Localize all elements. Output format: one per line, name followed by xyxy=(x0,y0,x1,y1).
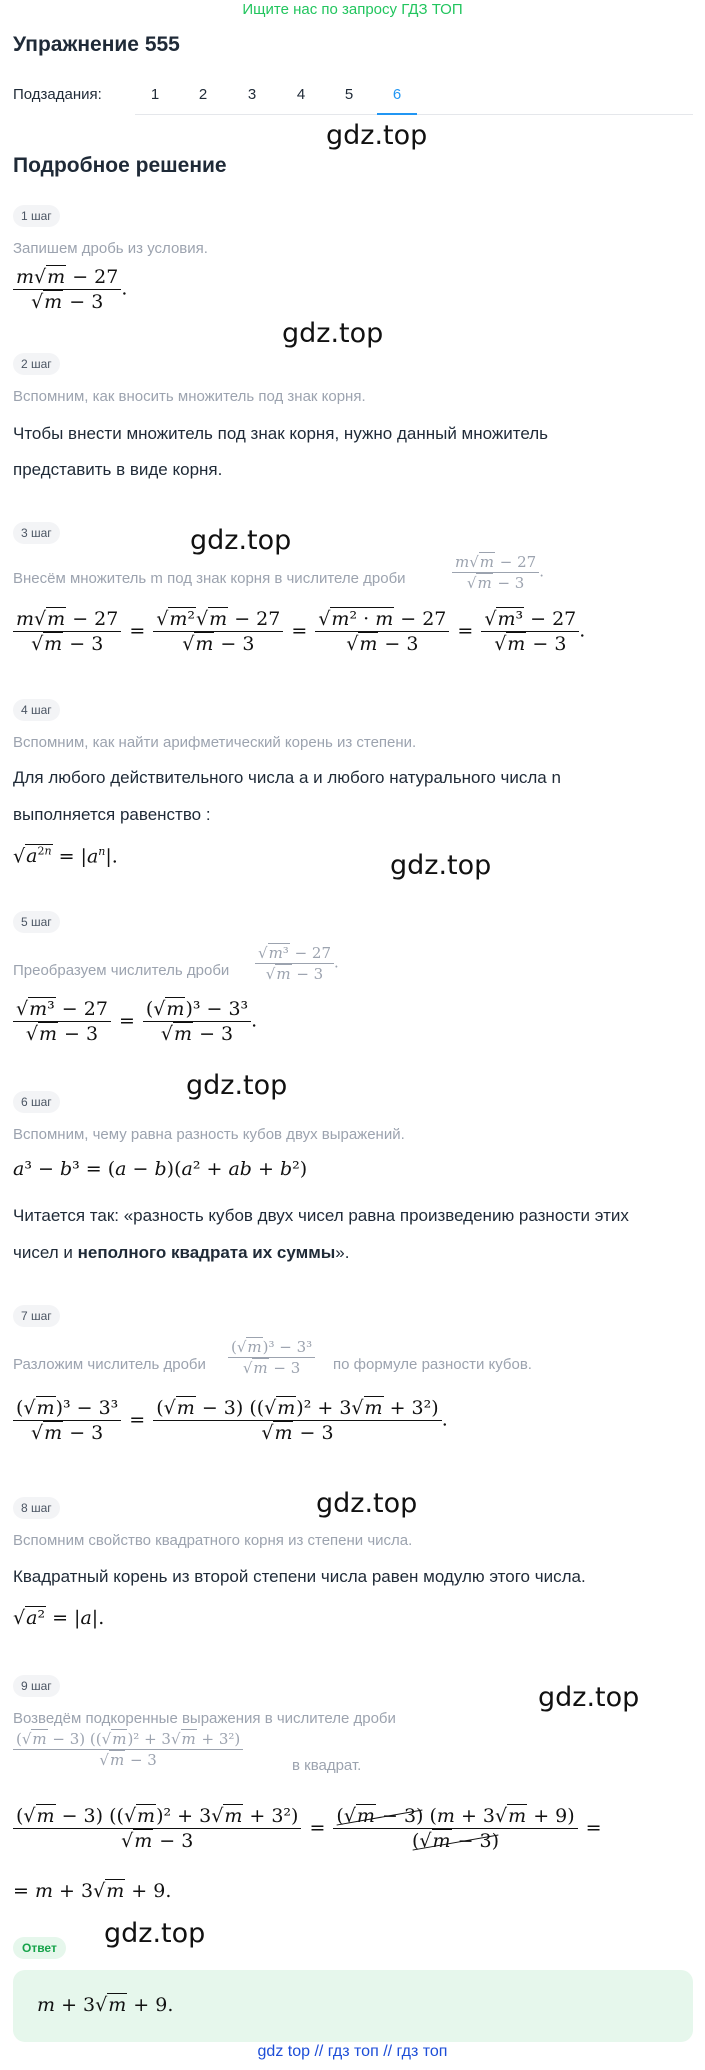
step-badge: 1 шаг xyxy=(13,205,60,227)
text-bold: неполного квадрата их суммы xyxy=(77,1243,336,1262)
step-hint: Вспомним, чему равна разность кубов двух выражений. xyxy=(13,1126,405,1143)
formula-9-result: = m + 3√m + 9. xyxy=(13,1880,172,1902)
formula-hint: $\frac{\text{(√m)³ − 3³}}{√m - 3}$ xyxy=(228,1338,315,1377)
formula-6: a³ − b³ = (a − b)(a² + ab + b²) xyxy=(13,1158,308,1180)
step-hint: по формуле разности кубов. xyxy=(333,1356,532,1373)
watermark: gdz.top xyxy=(190,525,292,556)
step-badge: 9 шаг xyxy=(13,1675,60,1697)
watermark: gdz.top xyxy=(326,120,428,151)
watermark: gdz.top xyxy=(538,1682,640,1713)
formula-7: $\frac{\text{(√m)³ − 3³}}{√m - 3}$ = $\frac{\text{(√m − 3) ((√m)² + 3√m + 3²)}}{√m - 3}$ . xyxy=(13,1397,448,1444)
answer-formula: m + 3√m + 9. xyxy=(37,1994,174,2016)
step-hint: Вспомним свойство квадратного корня из степени числа. xyxy=(13,1532,413,1549)
formula-5: $\frac{\text{√m³ − 27}}{√m - 3}$ = $\frac{\text{(√m)³ − 3³}}{√m - 3}$ . xyxy=(13,998,257,1045)
formula-1: $\frac{m√m - 27}{√m - 3}$ . xyxy=(13,266,127,313)
step-text: Квадратный корень из второй степени числа равен модулю этого числа. xyxy=(13,1567,586,1586)
tab-4[interactable]: 4 xyxy=(296,86,306,103)
step-text: Для любого действительного числа a и любого натурального числа n xyxy=(13,768,561,787)
step-hint: Преобразуем числитель дроби xyxy=(13,962,230,979)
step-hint: Возведём подкоренные выражения в числителе дроби xyxy=(13,1710,396,1727)
watermark: gdz.top xyxy=(316,1488,418,1519)
answer-badge: Ответ xyxy=(13,1937,66,1959)
formula-hint: $\frac{\text{(√m − 3) ((√m)² + 3√m + 3²)}}{√m - 3}$ xyxy=(13,1730,243,1769)
step-text xyxy=(13,1243,349,1263)
answer-box xyxy=(13,1970,693,2042)
watermark: gdz.top xyxy=(390,850,492,881)
text-part: чисел и xyxy=(13,1243,78,1262)
formula-3: $\frac{m√m - 27}{√m - 3}$ = $\frac{\text{√m²√m − 27}}{√m - 3}$ = $\frac{\text{√m² · m − 27}}{√m - 3}$ = $\frac{\text{√m³ − 27}}{√m - 3}$ . xyxy=(13,608,585,655)
section-title: Подробное решение xyxy=(13,154,227,177)
watermark: gdz.top xyxy=(104,1918,206,1949)
search-banner: Ищите нас по запросу ГДЗ ТОП xyxy=(242,1,463,18)
step-text: Читается так: «разность кубов двух чисел равна произведению разности этих xyxy=(13,1206,629,1225)
step-hint: Вспомним, как найти арифметический корень из степени. xyxy=(13,734,417,751)
tab-2[interactable]: 2 xyxy=(198,86,208,103)
step-hint: Внесём множитель m под знак корня в числителе дроби xyxy=(13,570,406,587)
step-badge: 6 шаг xyxy=(13,1091,60,1113)
tab-5[interactable]: 5 xyxy=(344,86,354,103)
formula-8: √a² = |a|. xyxy=(13,1607,105,1629)
step-text: представить в виде корня. xyxy=(13,460,223,479)
tab-6[interactable]: 6 xyxy=(377,84,417,115)
step-badge: 5 шаг xyxy=(13,911,60,933)
step-badge: 4 шаг xyxy=(13,699,60,721)
subtasks-label: Подзадания: xyxy=(13,86,102,103)
tab-1[interactable]: 1 xyxy=(150,86,160,103)
step-text: выполняется равенство : xyxy=(13,805,211,824)
page-title: Упражнение 555 xyxy=(13,33,180,56)
text-part: ». xyxy=(335,1243,350,1262)
formula-9: $\frac{\text{(√m − 3) ((√m)² + 3√m + 3²)}}{√m - 3}$ = $\frac{(√m - 3) (m + 3√m + 9)}{(√m - 3)}$ = xyxy=(13,1805,610,1852)
formula-4: $√a^{2n} = |a^n|$. xyxy=(13,845,118,868)
step-text: Чтобы внести множитель под знак корня, нужно данный множитель xyxy=(13,424,549,443)
watermark: gdz.top xyxy=(186,1070,288,1101)
step-badge: 8 шаг xyxy=(13,1497,60,1519)
formula-hint: $\frac{\text{√m³ − 27}}{√m - 3}$ . xyxy=(255,944,339,983)
tab-3[interactable]: 3 xyxy=(247,86,257,103)
formula-hint: $\frac{m√m - 27}{√m - 3}$ . xyxy=(452,553,544,592)
subtasks-nav xyxy=(13,84,693,116)
step-hint: Запишем дробь из условия. xyxy=(13,240,208,257)
step-hint: Разложим числитель дроби xyxy=(13,1356,206,1373)
watermark: gdz.top xyxy=(282,318,384,349)
footer-links[interactable]: gdz top // гдз топ // гдз топ xyxy=(257,2043,448,2060)
step-hint: в квадрат. xyxy=(292,1757,362,1774)
step-badge: 3 шаг xyxy=(13,522,60,544)
step-hint: Вспомним, как вносить множитель под знак корня. xyxy=(13,388,366,405)
step-badge: 7 шаг xyxy=(13,1305,60,1327)
step-badge: 2 шаг xyxy=(13,353,60,375)
